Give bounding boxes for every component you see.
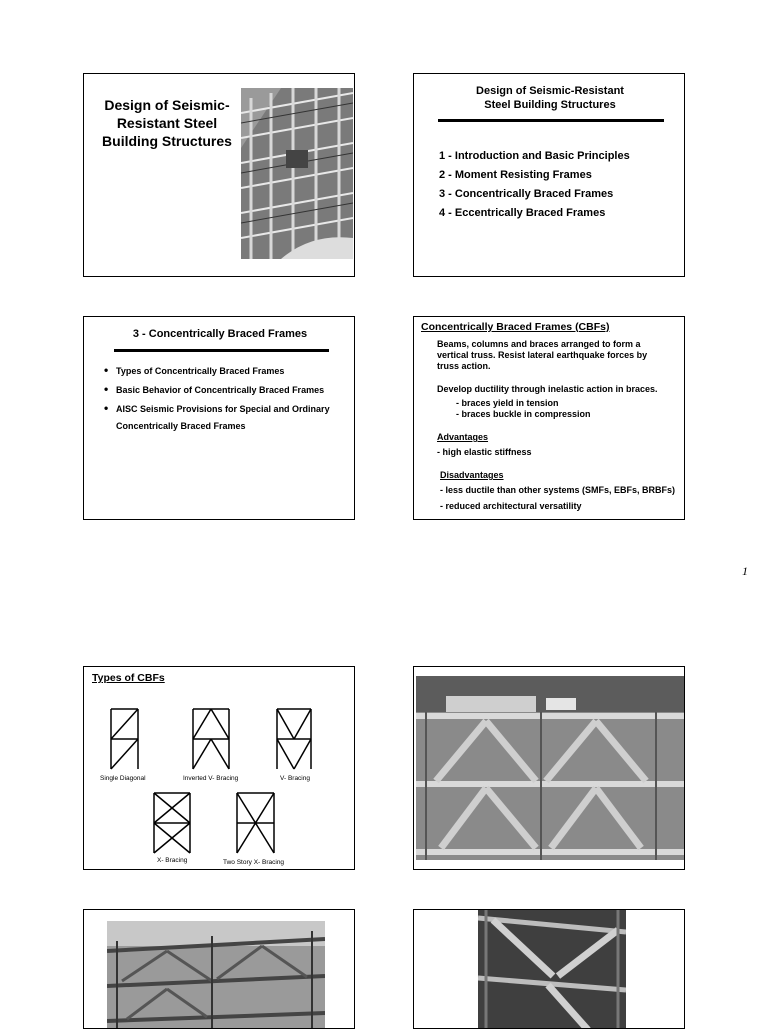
slide-title-text: Design of Seismic- Resistant Steel Building Structures: [102, 97, 232, 149]
agenda-item-2: 2 - Moment Resisting Frames: [439, 169, 592, 181]
title-rule: [114, 349, 329, 352]
slide-photo-diagonal: [413, 909, 685, 1029]
slide-photo-construction: [413, 666, 685, 870]
slide-cbf-description: Concentrically Braced Frames (CBFs) Beams, columns and braces arranged to form a vertical truss. Resist lateral earthquake forces by truss action. Develop ductility through inelastic action in braces. - braces yield in tension - braces buckle in compression Advantages - high elastic stiffness Disadvantages - less ductile than other systems (SMFs, EBFs, BRBFs) - reduced architectural versatility: [413, 316, 685, 520]
v-frame: [277, 709, 311, 769]
frame-label: V- Bracing: [280, 775, 310, 782]
braced-frame-construction-photo: [416, 676, 684, 860]
slide-agenda: [413, 73, 685, 277]
disadvantages-label: Disadvantages: [440, 470, 504, 480]
agenda-item-4: 4 - Eccentrically Braced Frames: [439, 207, 606, 219]
slide-heading: 3 - Concentrically Braced Frames: [132, 328, 308, 340]
title-rule: [438, 119, 664, 122]
page-number: 1: [742, 564, 748, 578]
agenda-item-3: 3 - Concentrically Braced Frames: [439, 188, 614, 200]
slide-cbf-outline: [83, 316, 355, 520]
x-frame: [154, 793, 190, 853]
slide-photo-steel: [83, 909, 355, 1029]
advantages-label: Advantages: [437, 432, 489, 442]
frame-label: Single Diagonal: [100, 775, 146, 782]
list-item: • Basic Behavior of Concentrically Braced Frames: [104, 382, 344, 399]
list-item: • AISC Seismic Provisions for Special and Ordinary Concentrically Braced Frames: [104, 401, 344, 435]
slide-heading: Types of CBFs: [92, 672, 165, 684]
slide-types-of-cbfs: [83, 666, 355, 870]
list-item: • Types of Concentrically Braced Frames: [104, 363, 344, 380]
inverted-v-frame: [193, 709, 229, 769]
diagonal-brace-photo: [478, 910, 626, 1029]
steel-frame-building-photo: [241, 88, 353, 259]
agenda-item-1: 1 - Introduction and Basic Principles: [439, 150, 630, 162]
frame-label: X- Bracing: [157, 857, 188, 864]
slide-heading: Concentrically Braced Frames (CBFs): [421, 321, 610, 333]
cbf-types-diagram: [84, 667, 355, 870]
frame-label: Inverted V- Bracing: [183, 775, 239, 782]
agenda-title: Design of Seismic-Resistant Steel Building Structures: [476, 85, 624, 111]
single-diagonal-frame: [111, 709, 138, 769]
bullet-list: [104, 363, 344, 435]
two-story-x-frame: [237, 793, 274, 853]
frame-label: Two Story X- Bracing: [223, 859, 285, 866]
slide-title: [83, 73, 355, 277]
braced-frame-steel-photo: [107, 921, 325, 1029]
